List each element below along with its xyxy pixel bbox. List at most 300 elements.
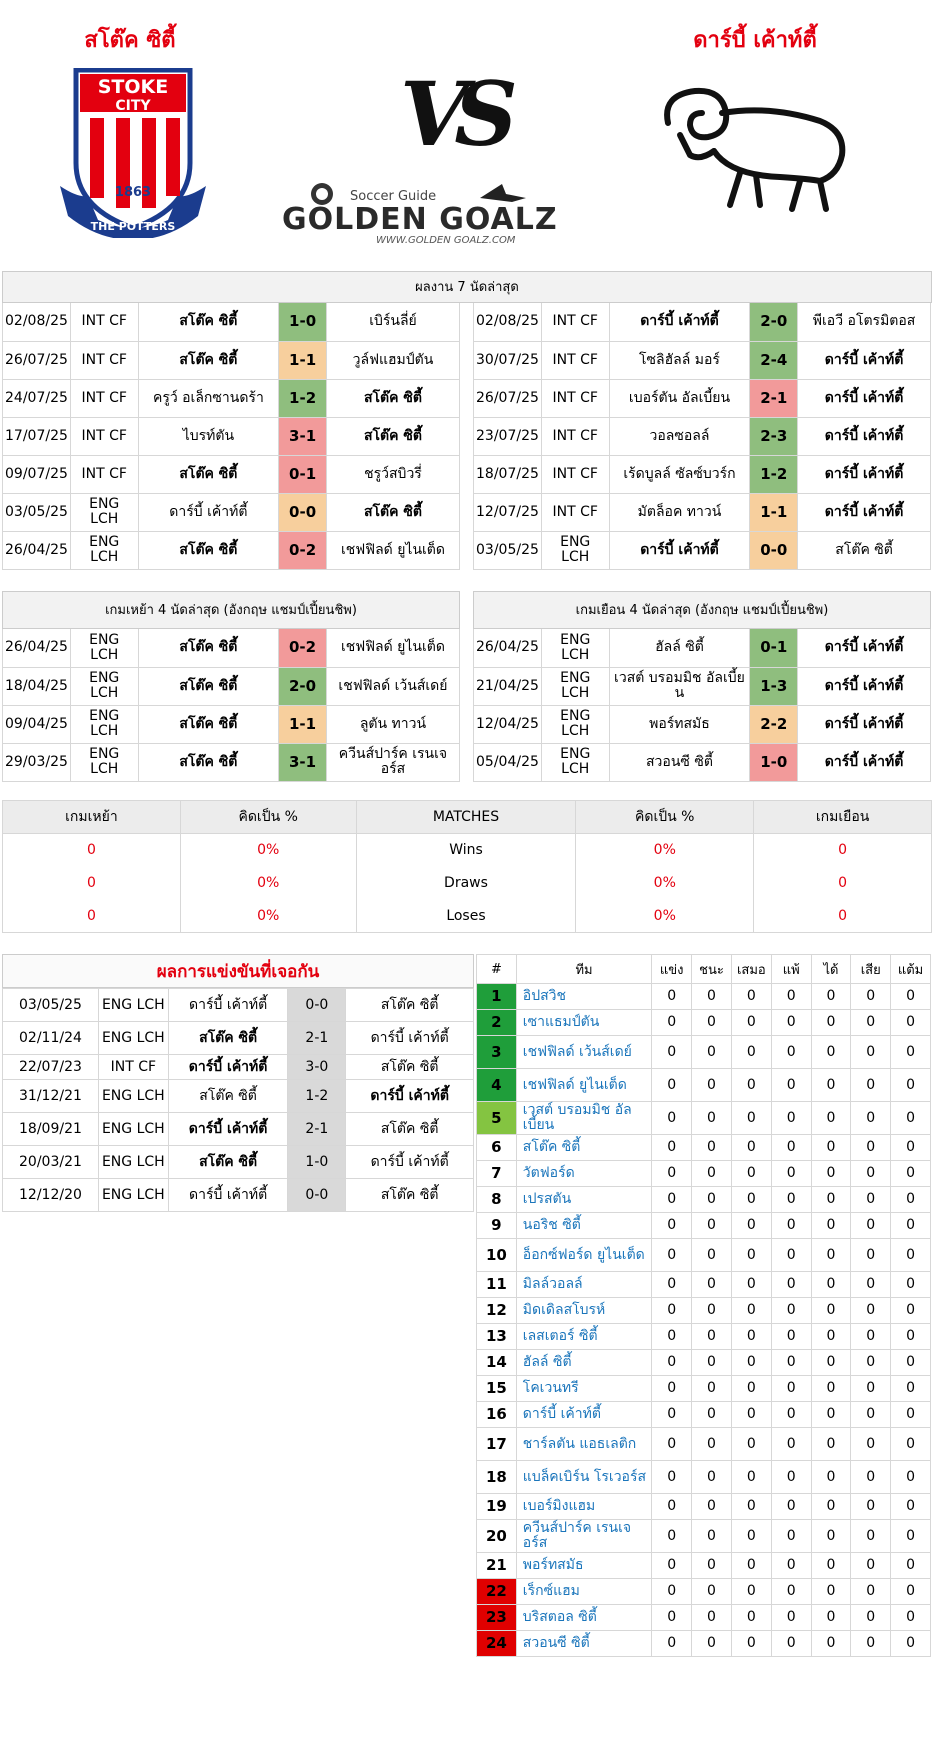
standings-team-link[interactable]: เบอร์มิงแฮม	[516, 1494, 651, 1520]
standings-team-link[interactable]: เร็กซ์แฮม	[516, 1579, 651, 1605]
fixture-home-team[interactable]: เร้ดบูลล์ ซัลซ์บวร์ก	[609, 455, 750, 493]
fixture-score: 1-1	[279, 341, 327, 379]
fixture-home-team[interactable]: สโต๊ค ซิตี้	[138, 531, 279, 569]
standings-stat: 0	[851, 1239, 891, 1272]
fixture-competition: ENG LCH	[541, 743, 609, 781]
standings-position: 10	[477, 1239, 517, 1272]
standings-stat: 0	[811, 1036, 851, 1069]
fixture-home-team[interactable]: ครูว์ อเล็กซานดร้า	[138, 379, 279, 417]
fixture-date: 24/07/25	[3, 379, 71, 417]
fixture-score: 0-0	[750, 531, 798, 569]
fixture-row	[3, 705, 460, 743]
standings-stat: 0	[891, 1298, 931, 1324]
h2h-away-team[interactable]: ดาร์บี้ เค้าท์ตี้	[346, 1022, 474, 1055]
standings-stat: 0	[811, 1376, 851, 1402]
standings-stat: 0	[811, 1161, 851, 1187]
standings-stat: 0	[891, 984, 931, 1010]
home-away-four-section	[2, 591, 932, 781]
standings-header-6: ได้	[811, 955, 851, 984]
fixture-home-team[interactable]: สโต๊ค ซิตี้	[138, 455, 279, 493]
standings-stat: 0	[652, 1069, 692, 1102]
standings-stat: 0	[652, 1135, 692, 1161]
fixture-home-team[interactable]: ฮัลล์ ซิตี้	[609, 629, 750, 667]
standings-stat: 0	[652, 1102, 692, 1135]
last-seven-title: ผลงาน 7 นัดล่าสุด	[2, 271, 932, 303]
h2h-row	[3, 1179, 474, 1212]
summary-away-pct: 0%	[576, 834, 754, 867]
fixture-away-team[interactable]: ดาร์บี้ เค้าท์ตี้	[798, 493, 931, 531]
standings-stat: 0	[692, 984, 732, 1010]
summary-header-away: เกมเยือน	[754, 801, 932, 834]
fixture-date: 05/04/25	[474, 743, 542, 781]
fixture-row	[3, 493, 460, 531]
standings-stat: 0	[851, 1213, 891, 1239]
standings-header-0: #	[477, 955, 517, 984]
summary-home-pct: 0%	[180, 834, 356, 867]
summary-home-count: 0	[3, 834, 181, 867]
svg-text:Soccer Guide: Soccer Guide	[350, 189, 437, 204]
standings-stat: 0	[652, 1605, 692, 1631]
standings-stat: 0	[891, 1428, 931, 1461]
fixture-home-team[interactable]: ดาร์บี้ เค้าท์ตี้	[609, 531, 750, 569]
fixture-competition: INT CF	[541, 417, 609, 455]
fixture-date: 17/07/25	[3, 417, 71, 455]
fixture-away-team[interactable]: เบิร์นลี่ย์	[326, 303, 459, 341]
fixture-away-team[interactable]: ดาร์บี้ เค้าท์ตี้	[798, 417, 931, 455]
fixture-away-team[interactable]: พีเอวี อโตรมิตอส	[798, 303, 931, 341]
standings-stat: 0	[771, 1324, 811, 1350]
standings-stat: 0	[811, 1461, 851, 1494]
h2h-competition: ENG LCH	[98, 1080, 168, 1113]
standings-stat: 0	[851, 1428, 891, 1461]
fixture-away-team[interactable]: ดาร์บี้ เค้าท์ตี้	[798, 341, 931, 379]
standings-stat: 0	[692, 1036, 732, 1069]
standings-team-link[interactable]: พอร์ทสมัธ	[516, 1553, 651, 1579]
standings-header-1: ทีม	[516, 955, 651, 984]
standings-stat: 0	[652, 1298, 692, 1324]
summary-label: Wins	[356, 834, 576, 867]
standings-team-link[interactable]: บริสตอล ซิตี้	[516, 1605, 651, 1631]
summary-home-count: 0	[3, 900, 181, 933]
h2h-date: 20/03/21	[3, 1146, 99, 1179]
standings-team-link[interactable]: อิปสวิช	[516, 984, 651, 1010]
h2h-away-team[interactable]: ดาร์บี้ เค้าท์ตี้	[346, 1146, 474, 1179]
h2h-away-team[interactable]: สโต๊ค ซิตี้	[346, 1113, 474, 1146]
standings-stat: 0	[692, 1605, 732, 1631]
fixture-score: 0-2	[279, 531, 327, 569]
standings-stat: 0	[891, 1239, 931, 1272]
standings-team-link[interactable]: มิดเดิลสโบรห์	[516, 1298, 651, 1324]
standings-row	[477, 1239, 931, 1272]
fixture-away-team[interactable]: ชรูว์สบิวรี่	[326, 455, 459, 493]
summary-home-pct: 0%	[180, 867, 356, 900]
standings-stat: 0	[891, 1402, 931, 1428]
fixture-away-team[interactable]: ดาร์บี้ เค้าท์ตี้	[798, 379, 931, 417]
standings-stat: 0	[652, 1350, 692, 1376]
fixture-competition: ENG LCH	[70, 667, 138, 705]
standings-team-link[interactable]: ฮัลล์ ซิตี้	[516, 1350, 651, 1376]
standings-stat: 0	[811, 1605, 851, 1631]
h2h-row	[3, 1055, 474, 1080]
standings-header-8: แต้ม	[891, 955, 931, 984]
summary-away-count: 0	[754, 867, 932, 900]
fixture-home-team[interactable]: สโต๊ค ซิตี้	[138, 629, 279, 667]
fixture-home-team[interactable]: พอร์ทสมัธ	[609, 705, 750, 743]
standings-stat: 0	[731, 1376, 771, 1402]
standings-team-link[interactable]: เวสต์ บรอมมิช อัลเบี้ยน	[516, 1102, 651, 1135]
standings-row	[477, 1402, 931, 1428]
standings-stat: 0	[811, 1213, 851, 1239]
standings-stat: 0	[771, 1298, 811, 1324]
last-seven-section	[2, 271, 932, 571]
standings-stat: 0	[652, 1161, 692, 1187]
standings-team-link[interactable]: เชฟฟิลด์ ยูไนเต็ด	[516, 1069, 651, 1102]
h2h-competition: ENG LCH	[98, 989, 168, 1022]
fixture-row	[3, 379, 460, 417]
fixture-competition: ENG LCH	[70, 629, 138, 667]
standings-team-link[interactable]: เลสเตอร์ ซิตี้	[516, 1324, 651, 1350]
standings-position: 18	[477, 1461, 517, 1494]
h2h-score: 2-1	[288, 1022, 346, 1055]
standings-position: 19	[477, 1494, 517, 1520]
fixture-score: 2-4	[750, 341, 798, 379]
standings-stat: 0	[731, 1553, 771, 1579]
h2h-home-team[interactable]: ดาร์บี้ เค้าท์ตี้	[168, 1113, 288, 1146]
svg-text:GOLDEN GOALZ: GOLDEN GOALZ	[282, 202, 558, 237]
standings-stat: 0	[652, 1213, 692, 1239]
h2h-row	[3, 1080, 474, 1113]
standings-row	[477, 1036, 931, 1069]
standings-stat: 0	[771, 1376, 811, 1402]
fixture-competition: ENG LCH	[541, 531, 609, 569]
fixture-away-team[interactable]: ลูตัน ทาวน์	[326, 705, 459, 743]
h2h-home-team[interactable]: ดาร์บี้ เค้าท์ตี้	[168, 1179, 288, 1212]
standings-team-link[interactable]: อ็อกซ์ฟอร์ด ยูไนเต็ด	[516, 1239, 651, 1272]
standings-stat: 0	[851, 1553, 891, 1579]
standings-position: 13	[477, 1324, 517, 1350]
fixture-score: 1-1	[750, 493, 798, 531]
standings-position: 17	[477, 1428, 517, 1461]
svg-text:WWW.GOLDEN GOALZ.COM: WWW.GOLDEN GOALZ.COM	[376, 235, 516, 246]
home-last-seven-table	[2, 303, 460, 570]
standings-stat: 0	[692, 1010, 732, 1036]
standings-position: 8	[477, 1187, 517, 1213]
fixture-away-team[interactable]: สโต๊ค ซิตี้	[326, 417, 459, 455]
h2h-away-team[interactable]: ดาร์บี้ เค้าท์ตี้	[346, 1080, 474, 1113]
match-header	[0, 0, 935, 260]
standings-stat: 0	[851, 1298, 891, 1324]
standings-position: 12	[477, 1298, 517, 1324]
fixture-score: 1-2	[279, 379, 327, 417]
fixture-row	[3, 303, 460, 341]
fixture-home-team[interactable]: วอลซอลล์	[609, 417, 750, 455]
standings-stat: 0	[851, 1324, 891, 1350]
standings-stat: 0	[891, 1213, 931, 1239]
standings-stat: 0	[692, 1069, 732, 1102]
fixture-competition: INT CF	[70, 303, 138, 341]
h2h-date: 12/12/20	[3, 1179, 99, 1212]
standings-stat: 0	[731, 1350, 771, 1376]
standings-position: 1	[477, 984, 517, 1010]
standings-stat: 0	[771, 1102, 811, 1135]
standings-team-link[interactable]: โคเวนทรี	[516, 1376, 651, 1402]
standings-team-link[interactable]: ดาร์บี้ เค้าท์ตี้	[516, 1402, 651, 1428]
standings-stat: 0	[891, 1605, 931, 1631]
fixture-home-team[interactable]: สโต๊ค ซิตี้	[138, 303, 279, 341]
standings-stat: 0	[652, 984, 692, 1010]
fixture-row	[474, 341, 931, 379]
fixture-date: 02/08/25	[474, 303, 542, 341]
standings-stat: 0	[731, 1520, 771, 1553]
standings-stat: 0	[692, 1272, 732, 1298]
standings-row	[477, 1324, 931, 1350]
fixture-away-team[interactable]: สโต๊ค ซิตี้	[326, 379, 459, 417]
standings-stat: 0	[731, 1461, 771, 1494]
standings-stat: 0	[731, 1605, 771, 1631]
standings-team-link[interactable]: วัตฟอร์ด	[516, 1161, 651, 1187]
standings-stat: 0	[692, 1187, 732, 1213]
fixture-away-team[interactable]: เชฟฟิลด์ เว้นส์เดย์	[326, 667, 459, 705]
fixture-row	[474, 493, 931, 531]
standings-stat: 0	[891, 1010, 931, 1036]
fixture-date: 09/04/25	[3, 705, 71, 743]
fixture-home-team[interactable]: ไบรท์ตัน	[138, 417, 279, 455]
standings-stat: 0	[652, 1036, 692, 1069]
away-team-name[interactable]: ดาร์บี้ เค้าท์ตี้	[693, 28, 817, 53]
standings-stat: 0	[731, 1402, 771, 1428]
fixture-row	[474, 667, 931, 705]
fixture-home-team[interactable]: สวอนซี ซิตี้	[609, 743, 750, 781]
fixture-row	[474, 455, 931, 493]
standings-stat: 0	[731, 1069, 771, 1102]
fixture-away-team[interactable]: ดาร์บี้ เค้าท์ตี้	[798, 629, 931, 667]
standings-row	[477, 1298, 931, 1324]
standings-stat: 0	[811, 1298, 851, 1324]
standings-stat: 0	[692, 1239, 732, 1272]
h2h-away-team[interactable]: สโต๊ค ซิตี้	[346, 1179, 474, 1212]
standings-stat: 0	[731, 1135, 771, 1161]
fixture-row	[3, 629, 460, 667]
standings-row	[477, 1213, 931, 1239]
standings-header-5: แพ้	[771, 955, 811, 984]
standings-stat: 0	[891, 1187, 931, 1213]
fixture-competition: ENG LCH	[541, 667, 609, 705]
standings-stat: 0	[891, 1272, 931, 1298]
standings-row	[477, 1631, 931, 1657]
h2h-date: 22/07/23	[3, 1055, 99, 1080]
standings-stat: 0	[692, 1102, 732, 1135]
standings-row	[477, 1494, 931, 1520]
fixture-away-team[interactable]: ดาร์บี้ เค้าท์ตี้	[798, 705, 931, 743]
h2h-home-team[interactable]: สโต๊ค ซิตี้	[168, 1146, 288, 1179]
standings-team-link[interactable]: เชฟฟิลด์ เว้นส์เดย์	[516, 1036, 651, 1069]
standings-position: 20	[477, 1520, 517, 1553]
summary-row	[3, 834, 932, 867]
standings-stat: 0	[851, 1272, 891, 1298]
summary-header-matches: MATCHES	[356, 801, 576, 834]
standings-team-link[interactable]: สโต๊ค ซิตี้	[516, 1135, 651, 1161]
fixture-away-team[interactable]: เชฟฟิลด์ ยูไนเต็ด	[326, 629, 459, 667]
standings-stat: 0	[891, 1553, 931, 1579]
fixture-home-team[interactable]: ดาร์บี้ เค้าท์ตี้	[138, 493, 279, 531]
fixture-home-team[interactable]: ดาร์บี้ เค้าท์ตี้	[609, 303, 750, 341]
fixture-score: 1-1	[279, 705, 327, 743]
standings-stat: 0	[811, 984, 851, 1010]
standings-stat: 0	[652, 1239, 692, 1272]
h2h-competition: ENG LCH	[98, 1146, 168, 1179]
standings-stat: 0	[851, 1376, 891, 1402]
standings-position: 16	[477, 1402, 517, 1428]
h2h-home-team[interactable]: สโต๊ค ซิตี้	[168, 1080, 288, 1113]
standings-stat: 0	[692, 1520, 732, 1553]
summary-label: Draws	[356, 867, 576, 900]
fixture-date: 23/07/25	[474, 417, 542, 455]
h2h-home-team[interactable]: สโต๊ค ซิตี้	[168, 1022, 288, 1055]
head-to-head-table	[2, 988, 474, 1212]
standings-stat: 0	[731, 1631, 771, 1657]
fixture-row	[474, 531, 931, 569]
standings-stat: 0	[811, 1494, 851, 1520]
fixture-score: 2-2	[750, 705, 798, 743]
fixture-home-team[interactable]: เบอร์ตัน อัลเบี้ยน	[609, 379, 750, 417]
h2h-score: 1-0	[288, 1146, 346, 1179]
standings-stat: 0	[891, 1069, 931, 1102]
standings-position: 24	[477, 1631, 517, 1657]
standings-stat: 0	[851, 1069, 891, 1102]
standings-stat: 0	[851, 1102, 891, 1135]
fixture-away-team[interactable]: ดาร์บี้ เค้าท์ตี้	[798, 743, 931, 781]
standings-stat: 0	[771, 1579, 811, 1605]
standings-team-link[interactable]: ชาร์ลตัน แอธเลติก	[516, 1428, 651, 1461]
fixture-competition: INT CF	[541, 379, 609, 417]
h2h-home-team[interactable]: ดาร์บี้ เค้าท์ตี้	[168, 989, 288, 1022]
fixture-away-team[interactable]: ดาร์บี้ เค้าท์ตี้	[798, 667, 931, 705]
home-four-table	[2, 629, 460, 782]
standings-stat: 0	[731, 1036, 771, 1069]
standings-stat: 0	[771, 1461, 811, 1494]
standings-team-link[interactable]: แบล็คเบิร์น โรเวอร์ส	[516, 1461, 651, 1494]
h2h-away-team[interactable]: สโต๊ค ซิตี้	[346, 989, 474, 1022]
fixture-away-team[interactable]: วูล์ฟแฮมป์ตัน	[326, 341, 459, 379]
standings-row	[477, 1376, 931, 1402]
fixture-date: 03/05/25	[3, 493, 71, 531]
fixture-home-team[interactable]: สโต๊ค ซิตี้	[138, 743, 279, 781]
standings-stat: 0	[891, 1494, 931, 1520]
league-standings-table	[476, 954, 931, 1657]
summary-header-home: เกมเหย้า	[3, 801, 181, 834]
standings-stat: 0	[771, 1428, 811, 1461]
fixture-competition: ENG LCH	[70, 531, 138, 569]
fixture-away-team[interactable]: สโต๊ค ซิตี้	[326, 493, 459, 531]
derby-county-ram-icon	[660, 85, 860, 215]
fixture-competition: INT CF	[541, 303, 609, 341]
fixture-away-team[interactable]: ควีนส์ปาร์ค เรนเจอร์ส	[326, 743, 459, 781]
standings-team-link[interactable]: มิลล์วอลล์	[516, 1272, 651, 1298]
fixture-home-team[interactable]: มัตล็อค ทาวน์	[609, 493, 750, 531]
standings-stat: 0	[771, 984, 811, 1010]
standings-stat: 0	[652, 1187, 692, 1213]
h2h-date: 03/05/25	[3, 989, 99, 1022]
fixture-date: 02/08/25	[3, 303, 71, 341]
fixture-away-team[interactable]: เชฟฟิลด์ ยูไนเต็ด	[326, 531, 459, 569]
fixture-score: 2-3	[750, 417, 798, 455]
standings-stat: 0	[731, 984, 771, 1010]
fixture-row	[474, 705, 931, 743]
standings-row	[477, 1461, 931, 1494]
standings-team-link[interactable]: เปรสตัน	[516, 1187, 651, 1213]
svg-text:STOKE: STOKE	[97, 76, 169, 98]
standings-row	[477, 1187, 931, 1213]
standings-stat: 0	[851, 1036, 891, 1069]
standings-stat: 0	[692, 1494, 732, 1520]
fixture-row	[474, 743, 931, 781]
standings-stat: 0	[851, 984, 891, 1010]
standings-stat: 0	[771, 1520, 811, 1553]
fixture-date: 29/03/25	[3, 743, 71, 781]
fixture-home-team[interactable]: สโต๊ค ซิตี้	[138, 341, 279, 379]
standings-position: 5	[477, 1102, 517, 1135]
standings-row	[477, 1605, 931, 1631]
standings-team-link[interactable]: สวอนซี ซิตี้	[516, 1631, 651, 1657]
fixture-away-team[interactable]: ดาร์บี้ เค้าท์ตี้	[798, 455, 931, 493]
fixture-home-team[interactable]: สโต๊ค ซิตี้	[138, 705, 279, 743]
standings-position: 7	[477, 1161, 517, 1187]
fixture-away-team[interactable]: สโต๊ค ซิตี้	[798, 531, 931, 569]
fixture-home-team[interactable]: โซลิฮัลล์ มอร์	[609, 341, 750, 379]
summary-table	[2, 800, 932, 933]
away-four-table	[473, 629, 931, 782]
summary-home-count: 0	[3, 867, 181, 900]
standings-stat: 0	[891, 1631, 931, 1657]
fixture-home-team[interactable]: เวสต์ บรอมมิช อัลเบี้ยน	[609, 667, 750, 705]
standings-stat: 0	[891, 1461, 931, 1494]
fixture-date: 18/07/25	[474, 455, 542, 493]
standings-stat: 0	[851, 1461, 891, 1494]
standings-team-link[interactable]: เซาแธมป์ตัน	[516, 1010, 651, 1036]
standings-stat: 0	[731, 1298, 771, 1324]
fixture-date: 03/05/25	[474, 531, 542, 569]
fixture-competition: INT CF	[541, 455, 609, 493]
standings-stat: 0	[811, 1239, 851, 1272]
h2h-competition: ENG LCH	[98, 1179, 168, 1212]
fixture-row	[474, 379, 931, 417]
standings-row	[477, 1428, 931, 1461]
standings-stat: 0	[771, 1350, 811, 1376]
standings-team-link[interactable]: นอริช ซิตี้	[516, 1213, 651, 1239]
h2h-score: 3-0	[288, 1055, 346, 1080]
head-to-head-title: ผลการแข่งขันที่เจอกัน	[2, 954, 474, 988]
standings-stat: 0	[652, 1402, 692, 1428]
standings-stat: 0	[692, 1631, 732, 1657]
standings-stat: 0	[652, 1376, 692, 1402]
standings-team-link[interactable]: ควีนส์ปาร์ค เรนเจอร์ส	[516, 1520, 651, 1553]
h2h-row	[3, 989, 474, 1022]
standings-stat: 0	[811, 1187, 851, 1213]
h2h-away-team[interactable]: สโต๊ค ซิตี้	[346, 1055, 474, 1080]
standings-stat: 0	[692, 1402, 732, 1428]
fixture-score: 1-3	[750, 667, 798, 705]
standings-stat: 0	[731, 1324, 771, 1350]
standings-stat: 0	[731, 1213, 771, 1239]
fixture-home-team[interactable]: สโต๊ค ซิตี้	[138, 667, 279, 705]
home-team-name[interactable]: สโต๊ค ซิตี้	[84, 28, 176, 53]
h2h-home-team[interactable]: ดาร์บี้ เค้าท์ตี้	[168, 1055, 288, 1080]
standings-stat: 0	[851, 1494, 891, 1520]
away-last-seven-table	[473, 303, 931, 570]
h2h-competition: INT CF	[98, 1055, 168, 1080]
standings-stat: 0	[652, 1631, 692, 1657]
fixture-score: 0-1	[750, 629, 798, 667]
